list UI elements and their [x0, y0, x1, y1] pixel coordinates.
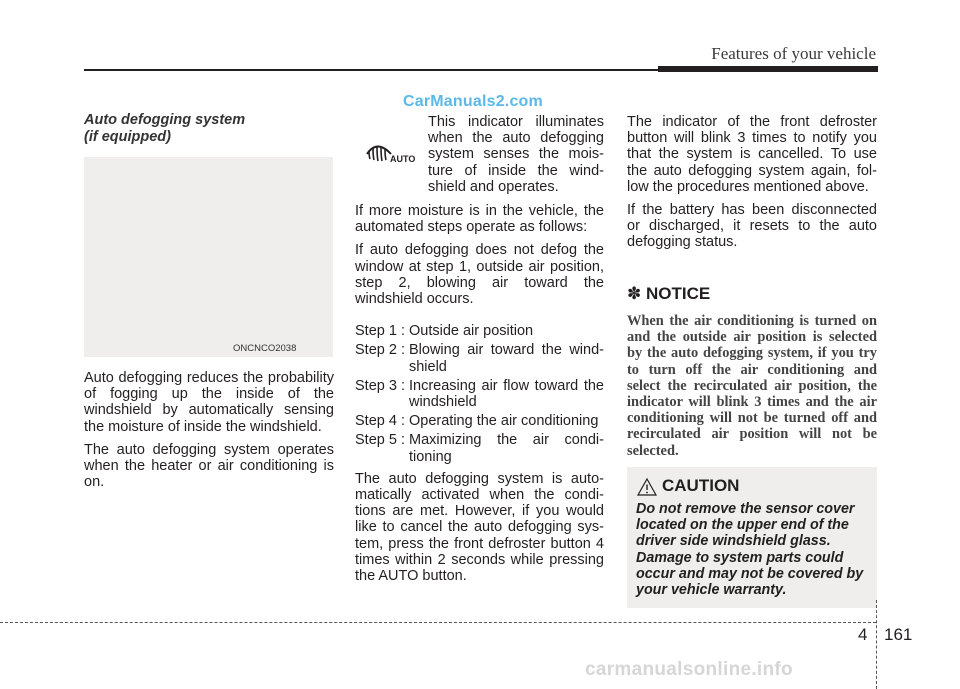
step-item [355, 413, 604, 429]
step-text: Increasing air flow toward the windshield [408, 377, 604, 411]
header-rule [84, 69, 658, 71]
column1-text [84, 370, 334, 497]
caution-heading: CAUTION [662, 476, 740, 495]
step-item [355, 323, 604, 339]
paragraph: If more moisture is in the vehicle, the automated steps operate as follows: [355, 203, 604, 236]
icon-label: AUTO [390, 154, 416, 164]
paragraph: If the battery has been disconnected or discharged, it resets to the auto defogging status. [627, 202, 877, 251]
heading-line: Auto defogging system [84, 112, 246, 128]
header-rule-accent [658, 66, 878, 72]
step-text: Blowing air toward the windshield [408, 342, 604, 375]
paragraph: The auto defogging system is automatically activated when the conditions are met. However, if you would like to cancel the auto defogging system, press the front defroster button 4 times within 2 seconds while pressing the AUTO button. [355, 470, 604, 585]
step-item [355, 432, 604, 464]
indicator-description [428, 114, 604, 202]
step-text: Maximizing the air conditioning [408, 432, 604, 465]
paragraph: This indicator illuminates when the auto defogging system senses the moisture of inside the windshield and operates. [428, 114, 604, 195]
column2-text [355, 203, 604, 591]
heading-qualifier: (if equipped) [84, 129, 171, 145]
step-text: Operating the air conditioning [408, 413, 599, 430]
step-item [355, 342, 604, 374]
watermark-text: CarManuals2.com [403, 93, 543, 110]
column3-text [627, 114, 877, 258]
subsection-heading [84, 112, 344, 146]
step-text: Outside air position [408, 323, 534, 340]
notice-heading: ✽ NOTICE [627, 284, 711, 303]
footer-divider [876, 600, 877, 689]
step-item [355, 378, 604, 410]
paragraph: Auto defogging reduces the probability of fogging up the inside of the windshield by automatically sensing the moisture of inside the windshield. [84, 370, 334, 435]
warning-triangle-icon [636, 477, 658, 497]
paragraph: The auto defogging system operates when the heater or air conditioning is on. [84, 441, 334, 491]
image-code: ONCNCO2038 [233, 343, 297, 354]
paragraph: The indicator of the front defroster button will blink 3 times to notify you that the system is cancelled. To use the auto defogging system again, follow the procedures mentioned above. [627, 114, 877, 195]
auto-defog-indicator-icon [357, 137, 417, 167]
step-label: Step 2 : [355, 342, 405, 359]
footer-watermark: carmanualsonline.info [585, 659, 793, 680]
illustration-placeholder [84, 157, 333, 357]
page-number: 161 [884, 625, 913, 644]
footer-rule [0, 622, 876, 623]
step-label: Step 4 : [355, 413, 405, 430]
caution-text: Do not remove the sensor cover located on the upper end of the driver side windshield glass. Damage to system parts could occur and may not be covered by your vehicle warranty. [636, 501, 864, 599]
section-title: Features of your vehicle [711, 44, 876, 63]
step-list [355, 323, 604, 465]
step-label: Step 1 : [355, 323, 405, 340]
notice-text: When the air conditioning is turned on and the outside air position is selected by the auto defogging system, if you try to turn off the air conditioning and select the recirculated air position, the indicator will blink 3 times and the air conditioning will not be turned off and recirculated air position will not be selected. [627, 313, 877, 459]
step-label: Step 3 : [355, 377, 405, 394]
step-label: Step 5 : [355, 432, 405, 449]
paragraph: If auto defogging does not defog the window at step 1, outside air position, step 2, blowing air toward the windshield occurs. [355, 242, 604, 308]
chapter-number: 4 [858, 625, 868, 644]
